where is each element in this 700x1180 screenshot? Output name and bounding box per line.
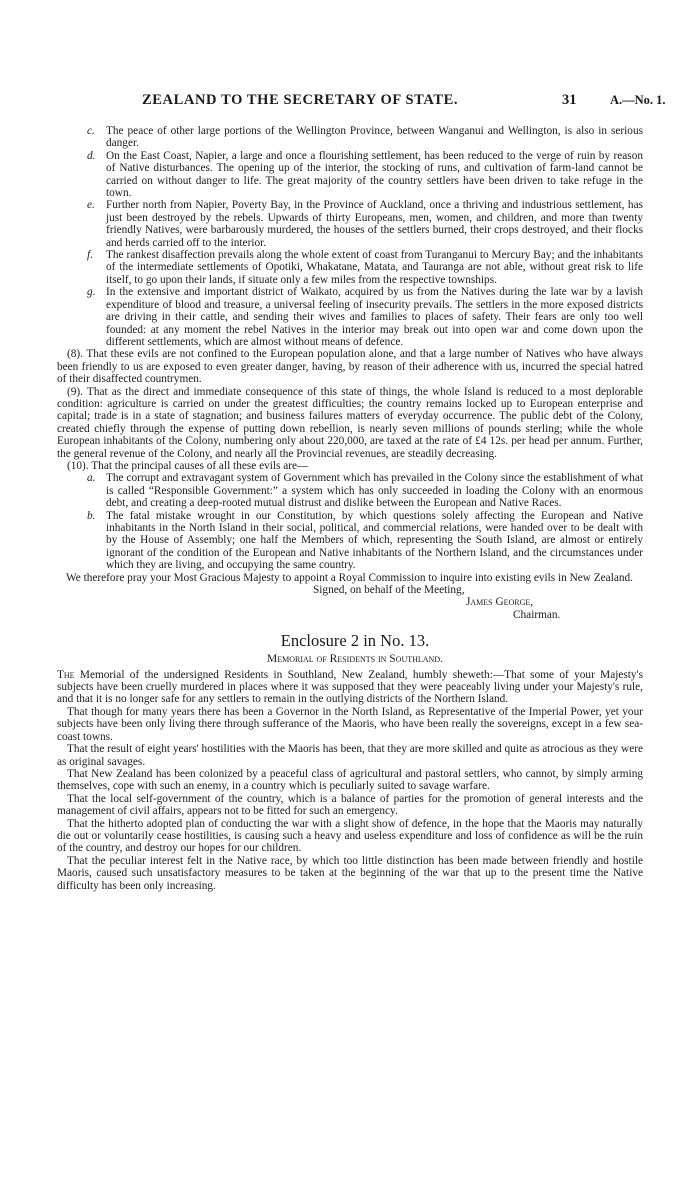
- signatory-name: James George,: [466, 596, 534, 609]
- signature-line: Signed, on behalf of the Meeting,: [313, 584, 465, 597]
- list-item-a: a. The corrupt and extravagant system of Government which has prevailed in the Colony since the establishment of what is called “Responsible Government:” a system which has only succeeded in loading the Colony with an enormous debt, and creating a deep-rooted mutual distrust and dislike between the European and Native Races.: [87, 472, 643, 510]
- memorial-text: [57, 669, 643, 892]
- paragraph-9: (9). That as the direct and immediate consequence of this state of things, the whole Island is reduced to a most deplorable condition: agriculture is carried on under the greatest difficulties; the country remains locked up to European enterprise and capital; trade is in a state of stagnation; and business failures matters of everyday occurrence. The public debt of the Colony, created chiefly through the expense of putting down rebellion, is nearly seven millions of pounds sterling; while the whole European inhabitants of the Colony, numbering only about 220,000, are taxed at the rate of £4 12s. per head per annum. Further, the general revenue of the Colony, and nearly all the Provincial revenues, are steadily decreasing.: [57, 385, 643, 460]
- list-top: [57, 125, 643, 348]
- prayer-paragraph: We therefore pray your Most Gracious Majesty to appoint a Royal Commission to inquire into existing evils in New Zealand.: [66, 571, 633, 584]
- signatory-role: Chairman.: [513, 608, 561, 621]
- paragraph-10: (10). That the principal causes of all these evils are—: [67, 459, 309, 472]
- paragraph-8: (8). That these evils are not confined to the European population alone, and that a large number of Natives who have always been friendly to us are exposed to even greater danger, having, by reason of their adherence with us, incurred the special hatred of their disaffected countrymen.: [57, 348, 643, 386]
- enclosure-subtitle: Memorial of Residents in Southland.: [267, 653, 443, 666]
- list-item-g: g. In the extensive and important district of Waikato, acquired by us from the Natives during the late war by a lavish expenditure of blood and treasure, a universal feeling of insecurity prevails. The settlers in the more exposed districts are driving in their cattle, and sending their wives and families to places of safety. Their fears are only too well founded: at any moment the rebel Natives in the interior may break out into open war and come down upon the different settlements, which are almost without means of defence.: [87, 286, 643, 348]
- list-item-c: c. The peace of other large portions of the Wellington Province, between Wanganui and Wellington, is also in serious danger.: [87, 125, 643, 150]
- header-title: ZEALAND TO THE SECRETARY OF STATE.: [142, 92, 459, 108]
- memorial-opening: The Memorial of the undersigned Residents in Southland, New Zealand, humbly sheweth:—That some of your Majesty's subjects have been cruelly murdered in places where it was supposed that they were peaceably living under your Majesty's rule, and that it is no longer safe for any settlers to remain in the outlying districts of the Northern Island.: [57, 668, 643, 706]
- running-header: [0, 92, 700, 112]
- memorial-paragraph: That New Zealand has been colonized by a peaceful class of agricultural and pastoral settlers, who cannot, by simply arming themselves, cope with such an enemy, in a country which is peculiarly suited to savage warfare.: [57, 767, 643, 793]
- memorial-paragraph: That the peculiar interest felt in the Native race, by which too little distinction has been made between friendly and hostile Maoris, caused such unsatisfactory measures to be taken at the beginning of the war that up to the present time the Native difficulty has been only increasing.: [57, 854, 643, 892]
- memorial-paragraph: That the local self-government of the country, which is a balance of parties for the promotion of general interests and the management of civil affairs, appears not to be fitted for such an emergency.: [57, 792, 643, 818]
- list-item-e: e. Further north from Napier, Poverty Bay, in the Province of Auckland, once a thriving and industrious settlement, has just been destroyed by the rebels. Upwards of thirty Europeans, men, women, and children, and more than twenty friendly Natives, were barbarously murdered, the houses of the settlers burned, their crops destroyed, and their flocks and herds carried off to the interior.: [87, 199, 643, 249]
- memorial-paragraph: That the result of eight years' hostilities with the Maoris has been, that they are more skilled and quite as atrocious as they were as original savages.: [57, 743, 643, 768]
- page-number: 31: [562, 92, 577, 108]
- list-causes: [57, 472, 643, 571]
- body-text: [57, 125, 643, 892]
- list-item-d: d. On the East Coast, Napier, a large and once a flourishing settlement, has been reduced to the verge of ruin by reason of Native disturbances. The opening up of the interior, the stocking of runs, and cultivation of farm-land cannot be carried on without danger to life. The great majority of the country settlers have been driven to take refuge in the town.: [87, 149, 643, 200]
- enclosure-title: Enclosure 2 in No. 13.: [280, 631, 430, 651]
- list-item-f: f. The rankest disaffection prevails along the whole extent of coast from Turanganui to Mercury Bay; and the inhabitants of the intermediate settlements of Opotiki, Whakatane, Matata, and Tauranga are not able, without great risk to life itself, to go upon their lands, if situate only a few miles from the respective townships.: [87, 249, 643, 286]
- document-reference: A.—No. 1.: [610, 93, 666, 107]
- list-item-b: b. The fatal mistake wrought in our Constitution, by which questions solely affecting the European and Native inhabitants in the North Island in their social, political, and commercial relations, were handed over to be dealt with by the House of Assembly; one half the Members of which, representing the South Island, are almost or entirely ignorant of the condition of the European and Native inhabitants of the Northern Island, and the circumstances under which they are living, and occupying the same country.: [87, 509, 643, 572]
- memorial-paragraph: That though for many years there has been a Governor in the North Island, as Representative of the Imperial Power, yet your subjects have been only living there through sufferance of the Maoris, who have been really the sovereigns, except in a few sea-coast towns.: [57, 705, 643, 743]
- memorial-paragraph: That the hitherto adopted plan of conducting the war with a slight show of defence, in the hope that the Maoris may naturally die out or voluntarily cease hostilities, is causing such a heavy and useless expenditure and loss of confidence as will be the ruin of the country, and destroy our hopes for our children.: [57, 817, 643, 855]
